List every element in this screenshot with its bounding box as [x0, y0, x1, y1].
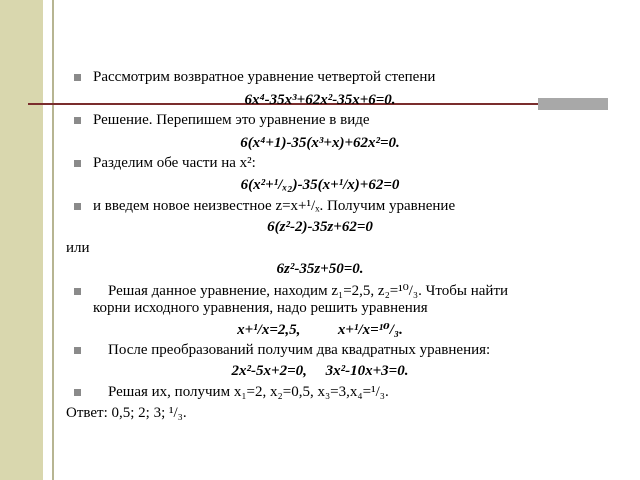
text-line-1: Рассмотрим возвратное уравнение четвертой степени: [93, 69, 436, 85]
bullet-icon: [74, 288, 81, 295]
text-line-3: Разделим обе части на x²:: [93, 155, 256, 171]
bullet-icon: [74, 117, 81, 124]
text-line-2: Решение. Перепишем это уравнение в виде: [93, 112, 370, 128]
text-line-7: После преобразований получим два квадратных уравнения:: [93, 342, 491, 358]
answer-line: Ответ: 0,5; 2; 3; ¹/₃.: [66, 405, 187, 421]
text-line-8: Решая их, получим x₁=2, x₂=0,5, x₃=3,x₄=¹/₃.: [93, 384, 389, 400]
bullet-icon: [74, 74, 81, 81]
text-line-4: и введем новое неизвестное z=x+¹/ₓ. Получим уравнение: [93, 198, 456, 214]
equation-7: 2x²-5x+2=0, 3x²-10x+3=0.: [231, 363, 409, 379]
equation-4: 6(z²-2)-35z+62=0: [267, 219, 373, 235]
text-line-6b: корни исходного уравнения, надо решить уравнения: [93, 300, 428, 316]
bullet-icon: [74, 160, 81, 167]
bullet-icon: [74, 203, 81, 210]
equation-3: 6(x²+¹/ₓ₂)-35(x+¹/x)+62=0: [240, 177, 400, 193]
text-line-6a: Решая данное уравнение, находим z₁=2,5, z₂=¹⁰/₃. Чтобы найти: [93, 283, 509, 299]
equation-6: x+¹/x=2,5, x+¹/x=¹⁰/₃.: [237, 322, 403, 338]
equation-1: 6x⁴-35x³+62x²-35x+6=0.: [244, 92, 396, 108]
text-line-5: или: [66, 240, 90, 256]
bullet-icon: [74, 347, 81, 354]
bullet-icon: [74, 389, 81, 396]
equation-5: 6z²-35z+50=0.: [276, 261, 364, 277]
equation-2: 6(x⁴+1)-35(x³+x)+62x²=0.: [240, 135, 400, 151]
